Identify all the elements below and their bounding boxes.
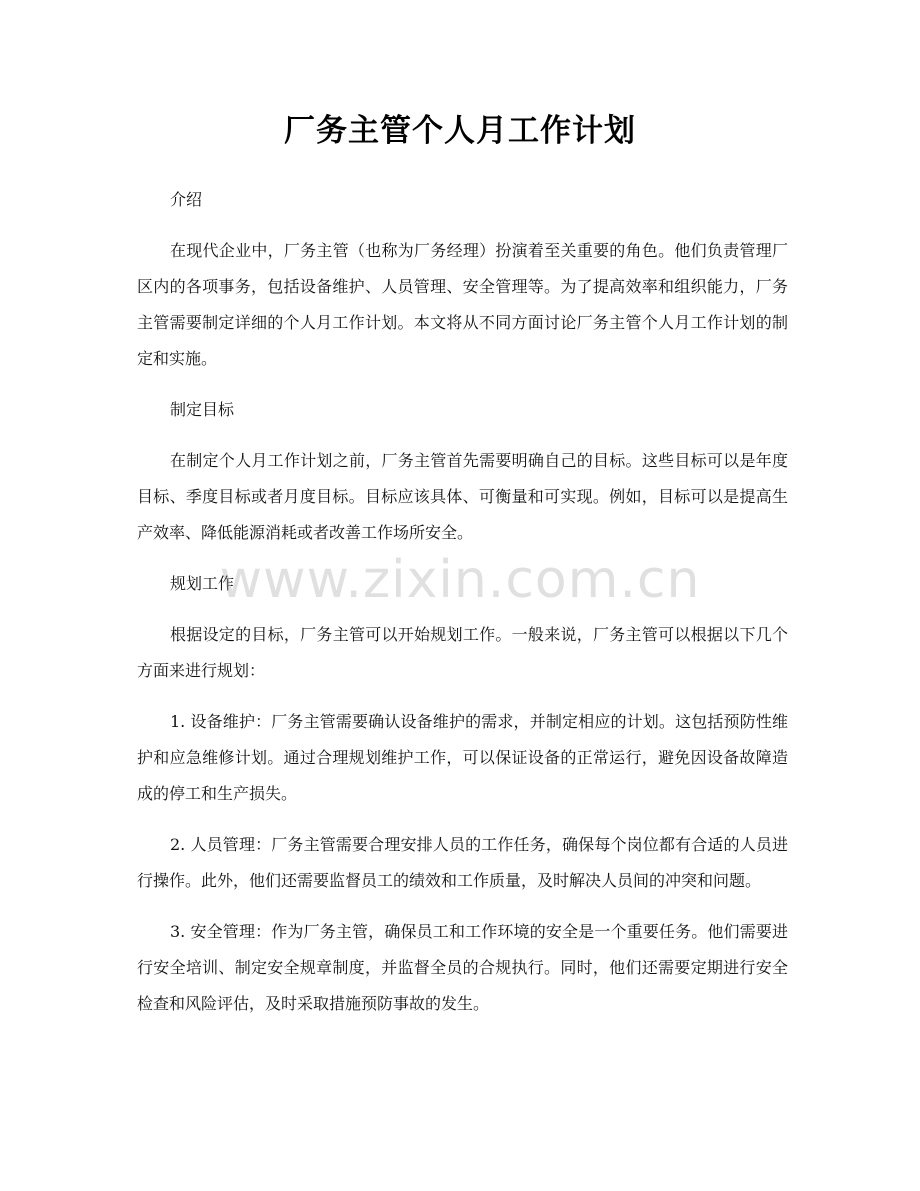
page-title: 厂务主管个人月工作计划 — [284, 113, 636, 149]
list-item-equipment-maintenance: 1. 设备维护：厂务主管需要确认设备维护的需求，并制定相应的计划。这包括预防性维护和应急维修计划。通过合理规划维护工作，可以保证设备的正常运行，避免因设备故障造成的停工和生产损失。 — [137, 712, 788, 803]
section-heading-intro: 介绍 — [170, 190, 203, 209]
paragraph-goals: 在制定个人月工作计划之前，厂务主管首先需要明确自己的目标。这些目标可以是年度目标、季度目标或者月度目标。目标应该具体、可衡量和可实现。例如，目标可以是提高生产效率、降低能源消耗或者改善工作场所安全。 — [137, 451, 788, 542]
document-body — [137, 182, 788, 1037]
section-heading-goals: 制定目标 — [170, 400, 235, 419]
section-heading-planning: 规划工作 — [170, 574, 235, 593]
paragraph-intro: 在现代企业中，厂务主管（也称为厂务经理）扮演着至关重要的角色。他们负责管理厂区内的各项事务，包括设备维护、人员管理、安全管理等。为了提高效率和组织能力，厂务主管需要制定详细的个人月工作计划。本文将从不同方面讨论厂务主管个人月工作计划的制定和实施。 — [137, 241, 788, 368]
paragraph-planning: 根据设定的目标，厂务主管可以开始规划工作。一般来说，厂务主管可以根据以下几个方面来进行规划： — [137, 625, 788, 680]
watermark: www.zixin.com.cn — [219, 550, 701, 610]
list-item-safety-management: 3. 安全管理：作为厂务主管，确保员工和工作环境的安全是一个重要任务。他们需要进行安全培训、制定安全规章制度，并监督全员的合规执行。同时，他们还需要定期进行安全检查和风险评估，及时采取措施预防事故的发生。 — [137, 922, 788, 1013]
list-item-personnel-management: 2. 人员管理：厂务主管需要合理安排人员的工作任务，确保每个岗位都有合适的人员进行操作。此外，他们还需要监督员工的绩效和工作质量，及时解决人员间的冲突和问题。 — [137, 835, 788, 890]
